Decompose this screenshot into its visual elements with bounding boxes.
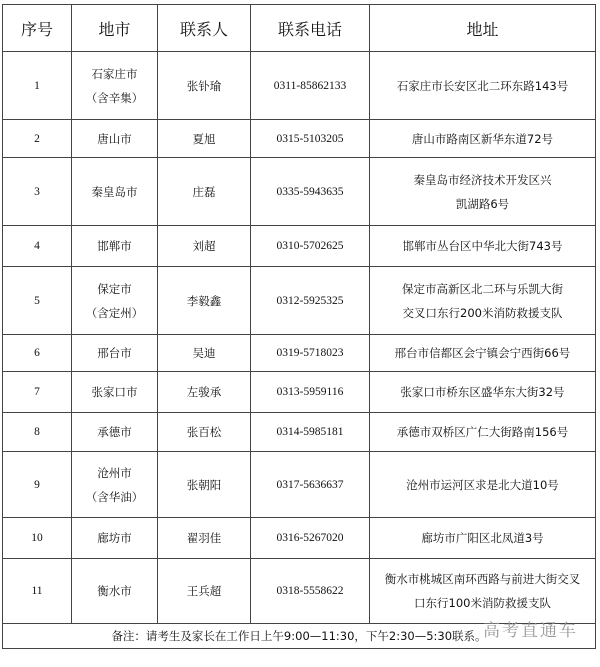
row-phone: 0312-5925325	[251, 267, 370, 335]
city-name: 邢台市	[97, 346, 132, 360]
row-phone: 0317-5636637	[251, 452, 370, 518]
row-contact: 刘超	[158, 226, 251, 267]
address-line-1: 承德市双桥区广仁大街路南156号	[396, 425, 569, 439]
row-city	[72, 226, 158, 267]
row-city	[72, 335, 158, 372]
header-address: 地址	[370, 5, 596, 52]
row-address	[370, 267, 596, 335]
city-name: 张家口市	[91, 385, 138, 399]
row-city	[72, 267, 158, 335]
table-row	[3, 120, 596, 158]
row-index: 5	[3, 267, 72, 335]
city-name: 沧州市	[97, 465, 132, 480]
row-city	[72, 120, 158, 158]
row-phone: 0313-5959116	[251, 372, 370, 413]
row-index: 8	[3, 413, 72, 452]
row-contact: 张朝阳	[158, 452, 251, 518]
row-index: 4	[3, 226, 72, 267]
row-contact: 李毅鑫	[158, 267, 251, 335]
row-city	[72, 452, 158, 518]
row-address	[370, 452, 596, 518]
row-address	[370, 518, 596, 559]
table-row	[3, 559, 596, 624]
header-index: 序号	[3, 5, 72, 52]
row-address	[370, 226, 596, 267]
row-phone: 0315-5103205	[251, 120, 370, 158]
table-row	[3, 372, 596, 413]
city-name: 承德市	[97, 425, 132, 439]
row-contact: 夏旭	[158, 120, 251, 158]
row-index: 10	[3, 518, 72, 559]
contact-table	[2, 4, 596, 649]
row-phone: 0318-5558622	[251, 559, 370, 624]
row-address	[370, 413, 596, 452]
row-city	[72, 372, 158, 413]
row-contact: 张百松	[158, 413, 251, 452]
address-line-1: 廊坊市广阳区北凤道3号	[421, 531, 544, 545]
city-sub: （含辛集）	[85, 90, 144, 105]
table-row	[3, 267, 596, 335]
row-address	[370, 372, 596, 413]
address-line-1: 衡水市桃城区南环西路与前进大街交叉	[384, 572, 581, 586]
row-contact: 庄磊	[158, 158, 251, 226]
row-city	[72, 52, 158, 120]
city-name: 邯郸市	[97, 239, 132, 253]
table-row	[3, 52, 596, 120]
note-text: 备注：请考生及家长在工作日上午9:00—11:30，下午2:30—5:30联系。	[3, 624, 596, 649]
row-phone: 0319-5718023	[251, 335, 370, 372]
row-index: 9	[3, 452, 72, 518]
row-phone: 0314-5985181	[251, 413, 370, 452]
row-index: 7	[3, 372, 72, 413]
city-sub: （含华油）	[85, 489, 144, 504]
city-name: 石家庄市	[91, 66, 138, 81]
address-line-1: 张家口市桥东区盛华东大街32号	[400, 385, 565, 399]
row-index: 6	[3, 335, 72, 372]
row-phone: 0311-85862133	[251, 52, 370, 120]
table-row	[3, 158, 596, 226]
row-address	[370, 158, 596, 226]
address-line-2: 凯湖路6号	[455, 196, 510, 211]
row-city	[72, 158, 158, 226]
row-city	[72, 518, 158, 559]
address-line-2: 交叉口东行200米消防救援支队	[402, 305, 563, 320]
row-contact: 王兵超	[158, 559, 251, 624]
header-phone: 联系电话	[251, 5, 370, 52]
city-name: 保定市	[97, 281, 132, 296]
row-contact: 左骏承	[158, 372, 251, 413]
address-line-1: 沧州市运河区求是北大道10号	[406, 477, 559, 492]
address-line-1: 保定市高新区北二环与乐凯大街	[402, 281, 563, 296]
row-index: 2	[3, 120, 72, 158]
row-phone: 0316-5267020	[251, 518, 370, 559]
row-city	[72, 559, 158, 624]
header-city: 地市	[72, 5, 158, 52]
table-row	[3, 452, 596, 518]
city-name: 廊坊市	[97, 531, 132, 545]
address-line-1: 石家庄市长安区北二环东路143号	[396, 78, 569, 93]
row-address	[370, 52, 596, 120]
city-sub: （含定州）	[85, 305, 144, 320]
address-line-2: 口东行100米消防救援支队	[414, 596, 551, 610]
row-contact: 吴迪	[158, 335, 251, 372]
table-row	[3, 518, 596, 559]
row-contact: 张钋瑜	[158, 52, 251, 120]
row-address	[370, 335, 596, 372]
address-line-1: 邢台市信都区会宁镇会宁西街66号	[394, 346, 571, 360]
city-name: 唐山市	[97, 131, 132, 146]
address-line-1: 邯郸市丛台区中华北大街743号	[402, 239, 563, 253]
watermark-text: 高考直通车	[483, 621, 578, 641]
row-address	[370, 120, 596, 158]
header-row	[3, 5, 596, 52]
row-phone: 0335-5943635	[251, 158, 370, 226]
row-contact: 翟羽佳	[158, 518, 251, 559]
address-line-1: 唐山市路南区新华东道72号	[411, 131, 554, 146]
table-row	[3, 335, 596, 372]
row-phone: 0310-5702625	[251, 226, 370, 267]
row-index: 1	[3, 52, 72, 120]
address-line-1: 秦皇岛市经济技术开发区兴	[413, 172, 552, 187]
row-index: 11	[3, 559, 72, 624]
city-name: 衡水市	[97, 584, 132, 598]
header-contact: 联系人	[158, 5, 251, 52]
row-city	[72, 413, 158, 452]
table-row	[3, 413, 596, 452]
row-address	[370, 559, 596, 624]
city-name: 秦皇岛市	[91, 184, 138, 199]
table-row	[3, 226, 596, 267]
row-index: 3	[3, 158, 72, 226]
